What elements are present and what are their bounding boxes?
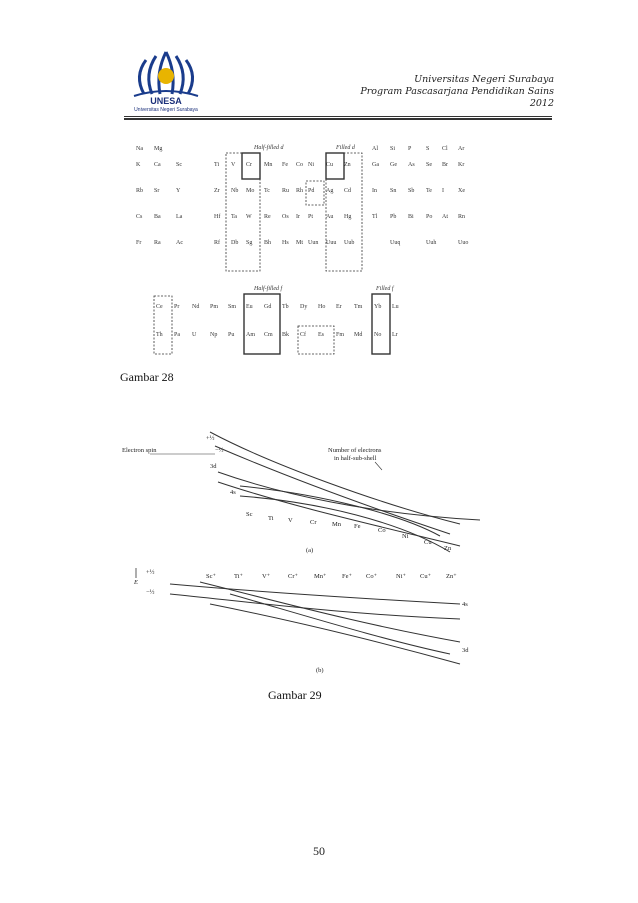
element-symbol: Zn: [344, 162, 351, 168]
lanthanide-symbol: Pm: [210, 304, 219, 310]
number-label-2: in half-sub-shell: [334, 455, 377, 462]
element-symbol: Ti: [214, 162, 220, 168]
page-number: 50: [313, 844, 325, 858]
element-symbol: Se: [426, 162, 432, 168]
element-symbol: Uuh: [426, 240, 437, 246]
plus-half-a: +½: [206, 435, 215, 442]
element-symbol: Rh: [296, 188, 304, 194]
element-symbol: K: [136, 162, 141, 168]
element-symbol: Cr: [246, 162, 252, 168]
element-symbol: Rf: [214, 240, 220, 246]
element-symbol: Uuu: [326, 240, 337, 246]
element-symbol: Ge: [390, 162, 397, 168]
orbital-4s-b: 4s: [462, 601, 468, 608]
actinide-symbol: No: [374, 332, 382, 338]
element-symbol: Ta: [231, 214, 237, 220]
ion-label-b: Co⁺: [366, 573, 378, 580]
number-label-1: Number of electrons: [328, 447, 382, 454]
element-symbol: Os: [282, 214, 289, 220]
element-symbol: Cs: [136, 214, 143, 220]
ion-label-b: Cr⁺: [288, 573, 298, 580]
actinide-symbol: Cm: [264, 332, 273, 338]
actinide-symbol: U: [192, 332, 197, 338]
half-filled-d-label: Half-filled d: [254, 145, 284, 151]
element-label-a: Fe: [354, 523, 361, 530]
element-symbol: Co: [296, 162, 304, 168]
actinide-symbol: Cf: [300, 332, 306, 338]
half-filled-f-box: [244, 294, 280, 354]
orbital-4s-a: 4s: [230, 489, 236, 496]
lanthanide-symbol: Tm: [354, 304, 363, 310]
actinide-symbol: Fm: [336, 332, 345, 338]
element-symbol: Mo: [246, 188, 255, 194]
element-symbol: Uub: [344, 240, 355, 246]
element-symbol: Uun: [308, 240, 319, 246]
element-label-a: Cu: [424, 539, 432, 546]
element-symbol: Ir: [296, 214, 300, 220]
periodic-table-figure: [136, 136, 508, 362]
element-symbol: Sr: [154, 188, 160, 194]
element-symbol: At: [442, 214, 448, 220]
element-symbol: Tl: [372, 214, 378, 220]
ion-label-b: Ni⁺: [396, 573, 406, 580]
lanthanide-symbol: Sm: [228, 304, 237, 310]
ions-axis-b: [206, 573, 457, 580]
element-symbol: Y: [176, 188, 181, 194]
element-symbol: Po: [426, 214, 433, 220]
ion-label-b: Sc⁺: [206, 573, 216, 580]
plus-half-b: +½: [146, 569, 155, 576]
header-year: 2012: [529, 98, 554, 109]
element-symbol: Hf: [214, 214, 221, 220]
lanthanide-symbol: Ho: [318, 304, 326, 310]
minus-half-b: −½: [146, 589, 155, 596]
element-symbol: Hs: [282, 240, 289, 246]
element-symbol: Al: [372, 146, 378, 152]
element-symbol: Pb: [390, 214, 397, 220]
filled-d-label: Filled d: [336, 145, 355, 151]
element-symbol: Bh: [264, 240, 272, 246]
energy-axis-label: E: [134, 579, 138, 586]
header-university: Universitas Negeri Surabaya: [414, 74, 554, 85]
element-label-a: Sc: [246, 511, 253, 518]
element-symbol: Na: [136, 146, 143, 152]
element-symbol: Uuo: [458, 240, 469, 246]
lanthanide-symbol: Nd: [192, 304, 200, 310]
element-symbol: Fr: [136, 240, 142, 246]
header-rule-thick: [124, 118, 552, 120]
lanthanide-symbol: Ce: [156, 304, 163, 310]
element-symbol: Ar: [458, 146, 465, 152]
half-filled-d-box: [226, 153, 260, 271]
element-symbol: I: [442, 188, 444, 194]
element-symbol: Br: [442, 162, 448, 168]
lanthanide-symbol: Lu: [392, 304, 399, 310]
element-symbol: Ni: [308, 162, 314, 168]
actinide-symbol: Md: [354, 332, 363, 338]
element-symbol: Ac: [176, 240, 183, 246]
ion-label-b: Ti⁺: [234, 573, 243, 580]
element-symbol: P: [408, 146, 412, 152]
element-symbol: Kr: [458, 162, 465, 168]
actinide-symbol: Th: [156, 332, 163, 338]
element-symbol: Ru: [282, 188, 290, 194]
element-label-a: Mn: [332, 521, 342, 528]
element-symbol: Sn: [390, 188, 397, 194]
element-symbol: Te: [426, 188, 432, 194]
ion-label-b: V⁺: [262, 573, 271, 580]
lanthanide-symbol: Gd: [264, 304, 272, 310]
header-text: [360, 74, 554, 110]
actinide-symbol: Pu: [228, 332, 235, 338]
element-symbol: La: [176, 214, 183, 220]
element-label-a: V: [288, 517, 293, 524]
element-symbol: As: [408, 162, 415, 168]
element-symbol: Tc: [264, 188, 270, 194]
lanthanide-symbol: Pr: [174, 304, 180, 310]
actinide-symbol: Bk: [282, 332, 290, 338]
electron-spin-label: Electron spin: [122, 447, 157, 454]
element-symbol: Pt: [308, 214, 314, 220]
element-symbol: Xe: [458, 188, 465, 194]
header-rule: [124, 116, 552, 117]
element-symbol: Sg: [246, 240, 253, 246]
element-label-a: Ti: [268, 515, 274, 522]
element-symbol: Re: [264, 214, 271, 220]
element-label-a: Zn: [444, 545, 452, 552]
element-symbol: Cu: [326, 162, 334, 168]
element-symbol: Cl: [442, 146, 448, 152]
element-symbol: Rn: [458, 214, 466, 220]
actinide-symbol: Pa: [174, 332, 180, 338]
lanthanide-symbol: Yb: [374, 304, 382, 310]
element-symbol: Cd: [344, 188, 352, 194]
element-label-a: Cr: [310, 519, 317, 526]
element-grid: [136, 146, 468, 246]
logo-title: UNESA: [150, 96, 182, 106]
element-symbol: Ra: [154, 240, 161, 246]
lanthanide-row: [156, 304, 399, 310]
element-symbol: Bi: [408, 214, 414, 220]
element-symbol: Sb: [408, 188, 415, 194]
orbital-3d-a: 3d: [210, 463, 217, 470]
element-symbol: Ag: [326, 188, 334, 194]
element-symbol: Pd: [308, 188, 315, 194]
panel-a-label: (a): [306, 547, 314, 554]
element-label-a: Co: [378, 527, 386, 534]
ion-label-b: Zn⁺: [446, 573, 457, 580]
element-label-a: Ni: [402, 533, 409, 540]
actinide-row: [156, 331, 398, 338]
half-filled-f-label: Half-filled f: [254, 286, 283, 292]
lanthanide-symbol: Eu: [246, 304, 253, 310]
filled-f-label: Filled f: [376, 286, 394, 292]
element-symbol: In: [372, 188, 377, 194]
element-symbol: Si: [390, 146, 396, 152]
element-symbol: W: [246, 214, 252, 220]
element-symbol: Sc: [176, 162, 182, 168]
figure-28-caption: Gambar 28: [120, 370, 174, 384]
element-symbol: Mg: [154, 146, 163, 152]
ion-label-b: Cu⁺: [420, 573, 432, 580]
element-symbol: Ca: [154, 162, 161, 168]
figure-29-caption: Gambar 29: [268, 688, 322, 702]
actinide-symbol: Es: [318, 332, 324, 338]
actinide-symbol: Np: [210, 332, 218, 338]
ion-label-b: Mn⁺: [314, 573, 327, 580]
orbital-3d-b: 3d: [462, 647, 469, 654]
element-symbol: Ga: [372, 162, 379, 168]
lanthanide-symbol: Dy: [300, 304, 308, 310]
cf-box: [298, 326, 334, 354]
element-symbol: Fe: [282, 162, 288, 168]
element-symbol: Mt: [296, 240, 304, 246]
element-symbol: Uuq: [390, 240, 401, 246]
minus-half-a: −½: [215, 447, 224, 454]
ion-label-b: Fe⁺: [342, 573, 352, 580]
element-symbol: Hg: [344, 214, 352, 220]
element-symbol: Zr: [214, 188, 220, 194]
element-symbol: S: [426, 146, 430, 152]
element-symbol: Nb: [231, 188, 239, 194]
element-symbol: Db: [231, 240, 239, 246]
element-symbol: Au: [326, 214, 334, 220]
logo-subtitle: Universitas Negeri Surabaya: [134, 107, 198, 113]
filled-f-box: [372, 294, 390, 354]
element-symbol: Ba: [154, 214, 161, 220]
lanthanide-symbol: Tb: [282, 304, 289, 310]
header-program: Program Pascasarjana Pendidikan Sains: [360, 86, 554, 97]
elements-axis-a: [246, 511, 452, 552]
actinide-symbol: Am: [246, 332, 255, 338]
lanthanide-symbol: Er: [336, 304, 342, 310]
panel-b-label: (b): [316, 667, 324, 674]
element-symbol: Rb: [136, 188, 144, 194]
element-symbol: V: [231, 162, 236, 168]
actinide-symbol: Lr: [392, 332, 398, 338]
element-symbol: Mn: [264, 162, 273, 168]
energy-level-diagram: [120, 424, 480, 678]
